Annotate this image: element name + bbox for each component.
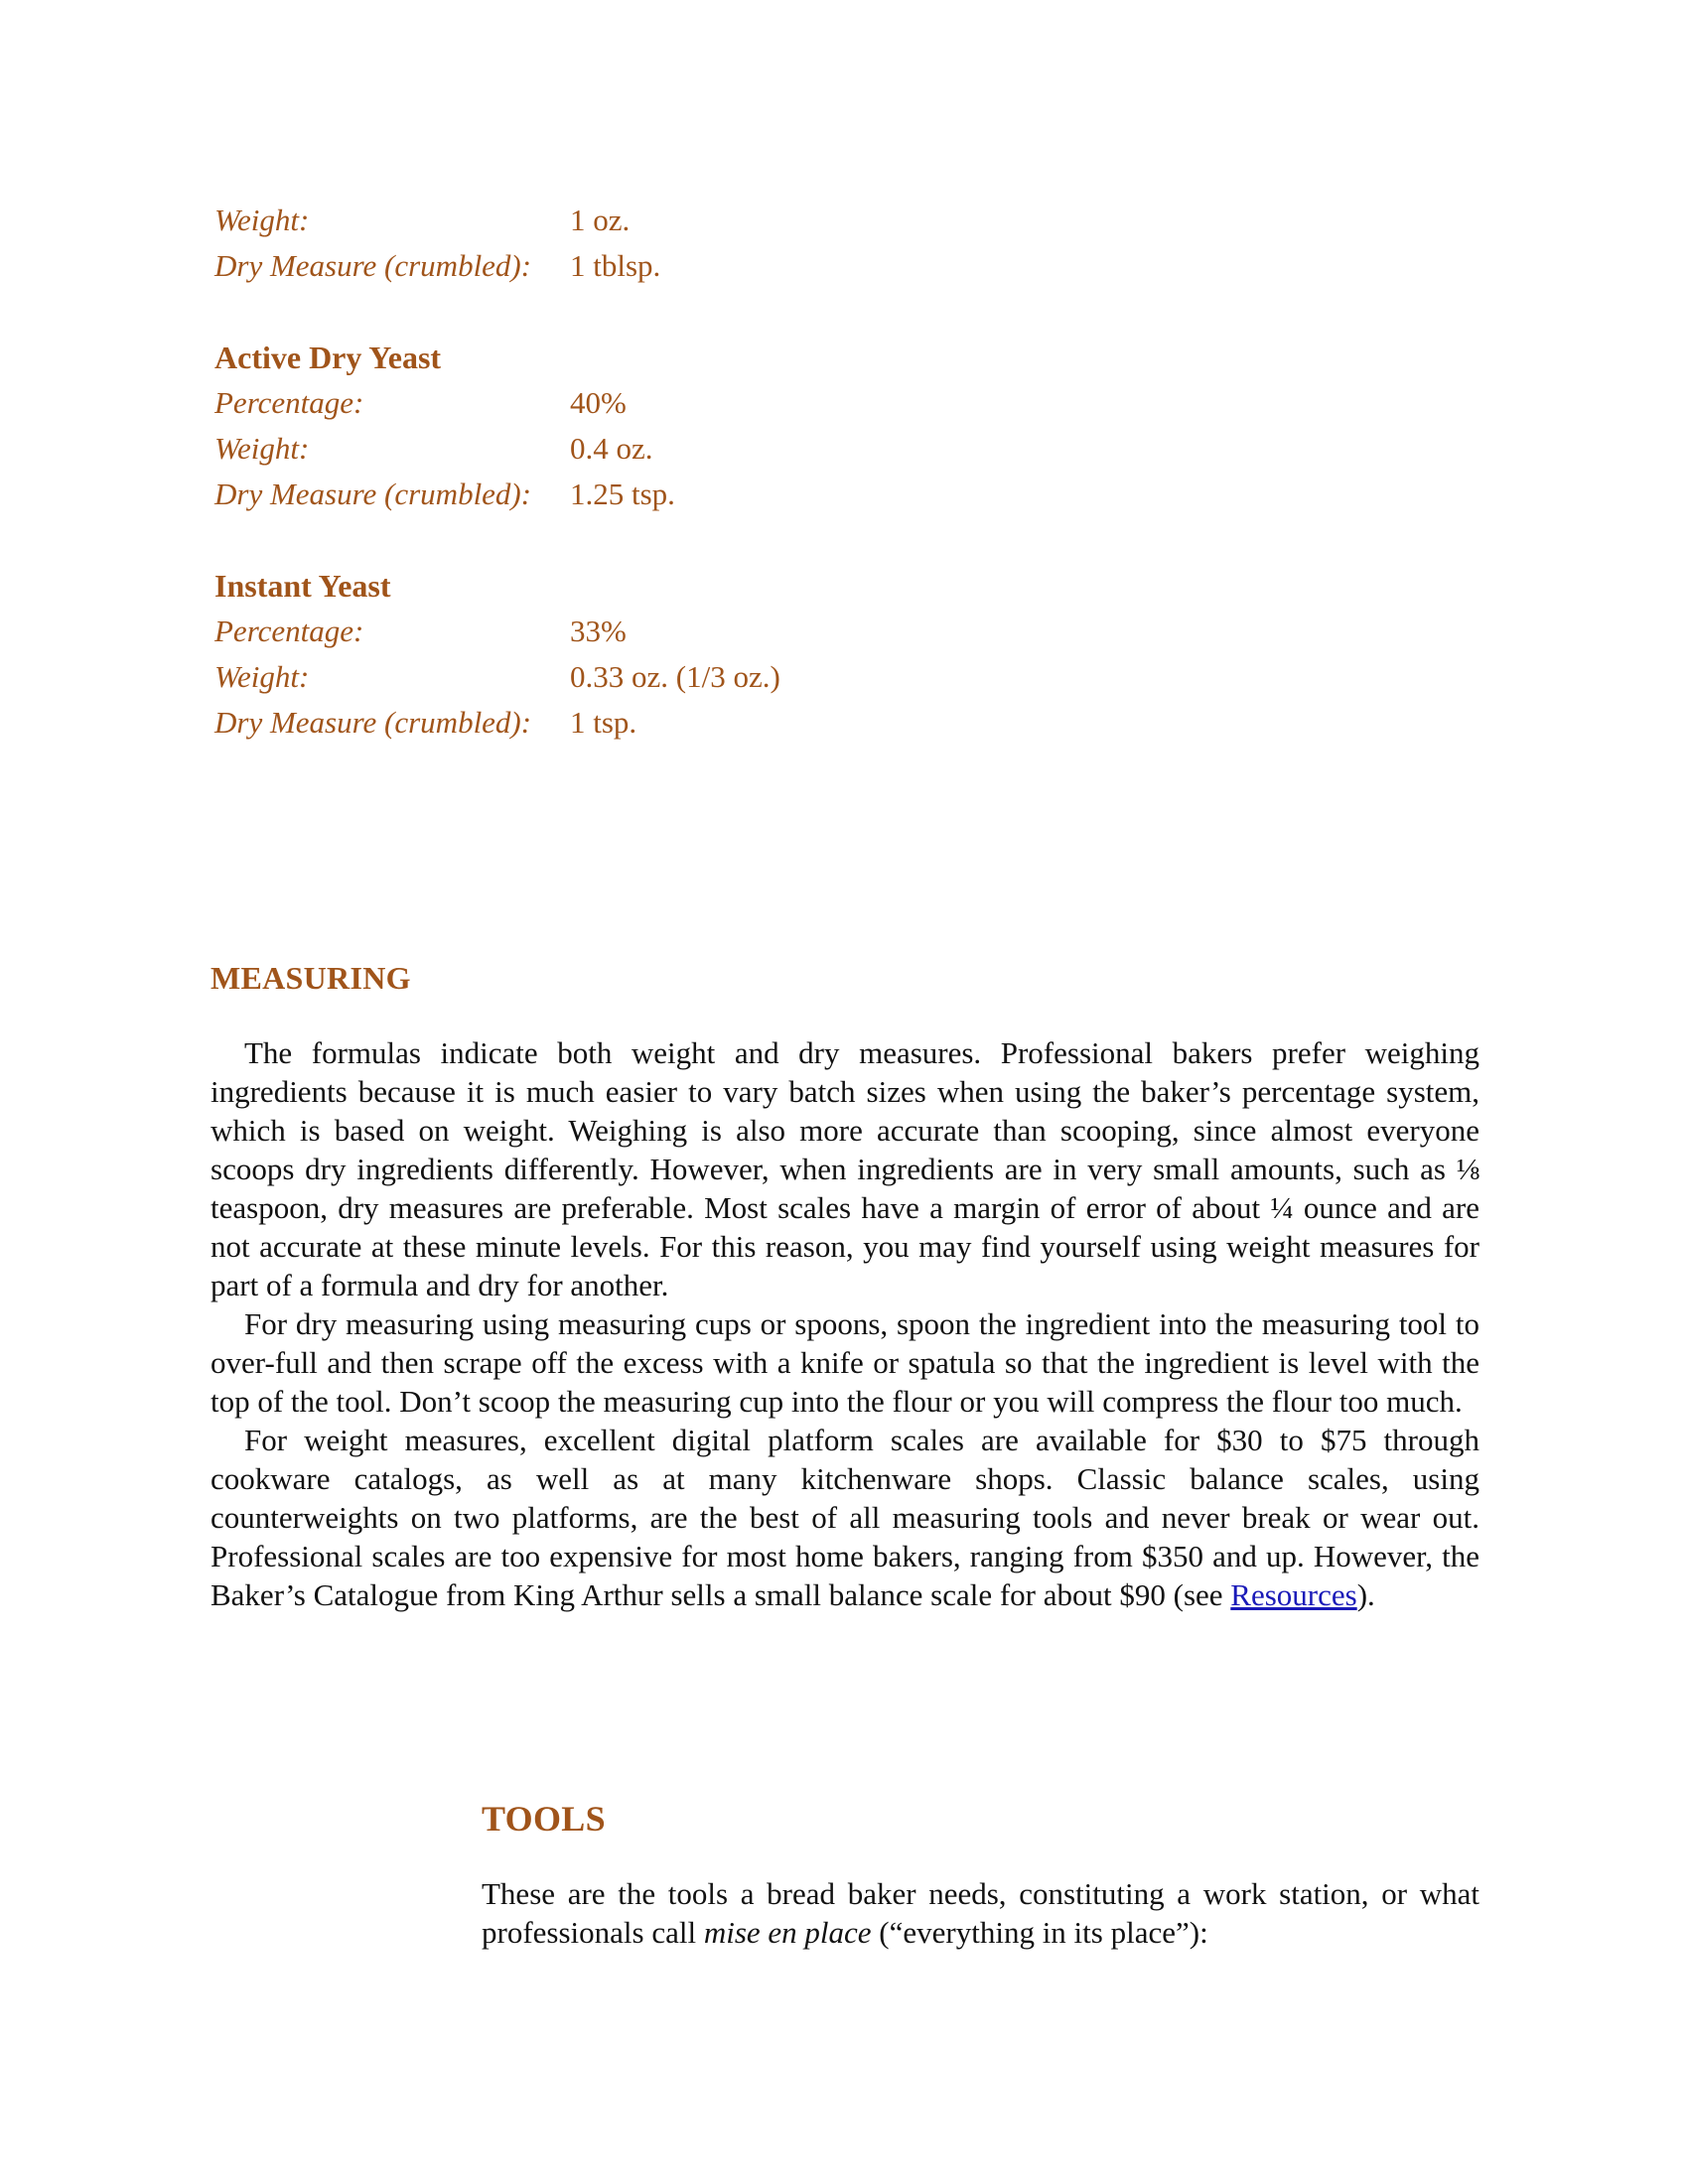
spec-block-active-dry-yeast xyxy=(214,335,1108,517)
spec-value: 0.33 oz. (1/3 oz.) xyxy=(570,659,780,694)
spec-block-fresh-yeast xyxy=(214,198,1108,289)
section-heading-tools: TOOLS xyxy=(482,1799,606,1839)
spec-value: 1 tblsp. xyxy=(570,248,661,283)
paragraph xyxy=(482,1874,1479,1952)
spec-label: Weight: xyxy=(214,431,310,466)
spec-label: Percentage: xyxy=(214,385,364,420)
spec-label: Dry Measure (crumbled): xyxy=(214,248,532,283)
italic-phrase: mise en place xyxy=(703,1915,872,1950)
spec-label: Percentage: xyxy=(214,614,364,648)
spec-label: Dry Measure (crumbled): xyxy=(214,477,532,511)
measuring-body xyxy=(211,1033,1479,1614)
spec-title: Instant Yeast xyxy=(214,568,391,604)
spec-row-weight xyxy=(214,426,1108,472)
spec-block-instant-yeast xyxy=(214,563,1108,746)
section-heading-measuring: MEASURING xyxy=(211,960,411,996)
spec-row-percentage xyxy=(214,380,1108,426)
spec-label: Weight: xyxy=(214,203,310,237)
spec-row-percentage xyxy=(214,609,1108,654)
paragraph-text: (“everything in its place”): xyxy=(871,1915,1208,1950)
spec-value: 0.4 oz. xyxy=(570,431,653,466)
spec-label: Dry Measure (crumbled): xyxy=(214,705,532,740)
tools-body xyxy=(482,1874,1479,1952)
spec-value: 1 tsp. xyxy=(570,705,637,740)
paragraph: The formulas indicate both weight and dry measures. Professional bakers prefer weighing ingredients because it is much easier to vary batch sizes when using the baker’s percentage system, which is based on weight. Weighing is also more accurate than scooping, since almost everyone scoops dry ingredients differently. However, when ingredients are in very small amounts, such as ⅛ teaspoon, dry measures are preferable. Most scales have a margin of error of about ¼ ounce and are not accurate at these minute levels. For this reason, you may find yourself using weight measures for part of a formula and dry for another. xyxy=(211,1035,1479,1302)
spec-row-weight xyxy=(214,198,1108,243)
spec-row-dry-measure xyxy=(214,472,1108,517)
spec-row-weight xyxy=(214,654,1108,700)
resources-link[interactable]: Resources xyxy=(1230,1577,1357,1612)
spec-value: 40% xyxy=(570,385,627,420)
paragraph-text: For weight measures, excellent digital platform scales are available for $30 to $75 through cookware catalogs, as well as at many kitchenware shops. Classic balance scales, using counterweights on two platforms, are the best of all measuring tools and never break or wear out. Professional scales are too expensive for most home bakers, ranging from $350 and up. However, the Baker’s Catalogue from King Arthur sells a small balance scale for about $90 (see xyxy=(211,1423,1479,1612)
spec-label: Weight: xyxy=(214,659,310,694)
spec-row-dry-measure xyxy=(214,700,1108,746)
spec-value: 1 oz. xyxy=(570,203,631,237)
spec-row-dry-measure xyxy=(214,243,1108,289)
spec-value: 1.25 tsp. xyxy=(570,477,675,511)
paragraph-text: These are the tools a bread baker needs, constituting a work station, or what professionals call xyxy=(482,1876,1479,1950)
paragraph-text: ). xyxy=(1356,1577,1375,1612)
spec-value: 33% xyxy=(570,614,627,648)
paragraph: For dry measuring using measuring cups or spoons, spoon the ingredient into the measuring tool to over-full and then scrape off the excess with a knife or spatula so that the ingredient is level with the top of the tool. Don’t scoop the measuring cup into the flour or you will compress the flour too much. xyxy=(211,1306,1479,1419)
paragraph xyxy=(211,1421,1479,1614)
spec-title: Active Dry Yeast xyxy=(214,340,442,375)
